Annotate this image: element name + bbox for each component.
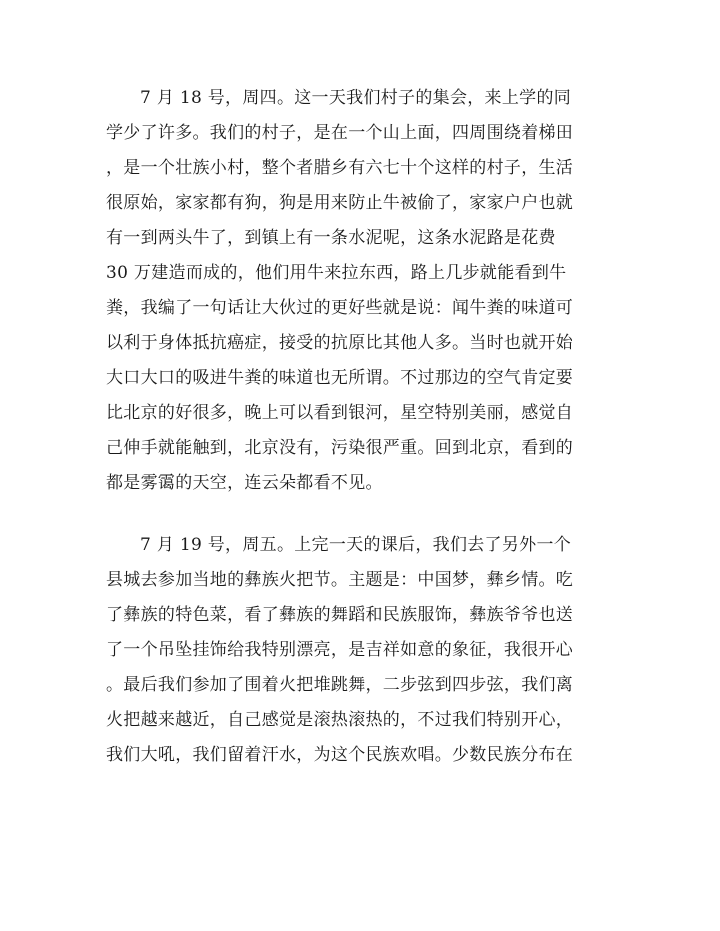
paragraph-line: 县城去参加当地的彝族火把节。主题是：中国梦，彝乡情。吃	[106, 570, 574, 590]
paragraph-line: 了彝族的特色菜，看了彝族的舞蹈和民族服饰，彝族爷爷也送	[106, 605, 574, 625]
paragraph-line: 火把越来越近，自己感觉是滚热滚热的，不过我们特别开心，	[106, 710, 574, 730]
paragraph-line: 大口大口的吸进牛粪的味道也无所谓。不过那边的空气肯定要	[106, 368, 574, 388]
paragraph-line: 7 月 19 号，周五。上完一天的课后，我们去了另外一个	[140, 535, 572, 555]
paragraph-line: 了一个吊坠挂饰给我特别漂亮，是吉祥如意的象征，我很开心	[106, 640, 574, 660]
paragraph-line: 己伸手就能触到，北京没有，污染很严重。回到北京，看到的	[106, 438, 574, 458]
paragraph-line: 很原始，家家都有狗，狗是用来防止牛被偷了，家家户户也就	[106, 193, 574, 213]
paragraph-line: ，是一个壮族小村，整个者腊乡有六七十个这样的村子，生活	[106, 158, 574, 178]
paragraph-line: 。最后我们参加了围着火把堆跳舞，二步弦到四步弦，我们离	[106, 675, 574, 695]
paragraph-line: 我们大吼，我们留着汗水，为这个民族欢唱。少数民族分布在	[106, 745, 574, 765]
paragraph-line: 粪，我编了一句话让大伙过的更好些就是说：闻牛粪的味道可	[106, 298, 574, 318]
paragraph-line: 比北京的好很多，晚上可以看到银河，星空特别美丽，感觉自	[106, 403, 574, 423]
paragraph-line: 都是雾霭的天空，连云朵都看不见。	[106, 473, 383, 493]
paragraph-line: 有一到两头牛了，到镇上有一条水泥呢，这条水泥路是花费	[106, 228, 556, 248]
paragraph-line: 30 万建造而成的，他们用牛来拉东西，路上几步就能看到牛	[106, 263, 567, 283]
paragraph-line: 7 月 18 号，周四。这一天我们村子的集会，来上学的同	[140, 88, 572, 108]
paragraph-line: 学少了许多。我们的村子，是在一个山上面，四周围绕着梯田	[106, 123, 574, 143]
paragraph-line: 以利于身体抵抗癌症，接受的抗原比其他人多。当时也就开始	[106, 333, 574, 353]
